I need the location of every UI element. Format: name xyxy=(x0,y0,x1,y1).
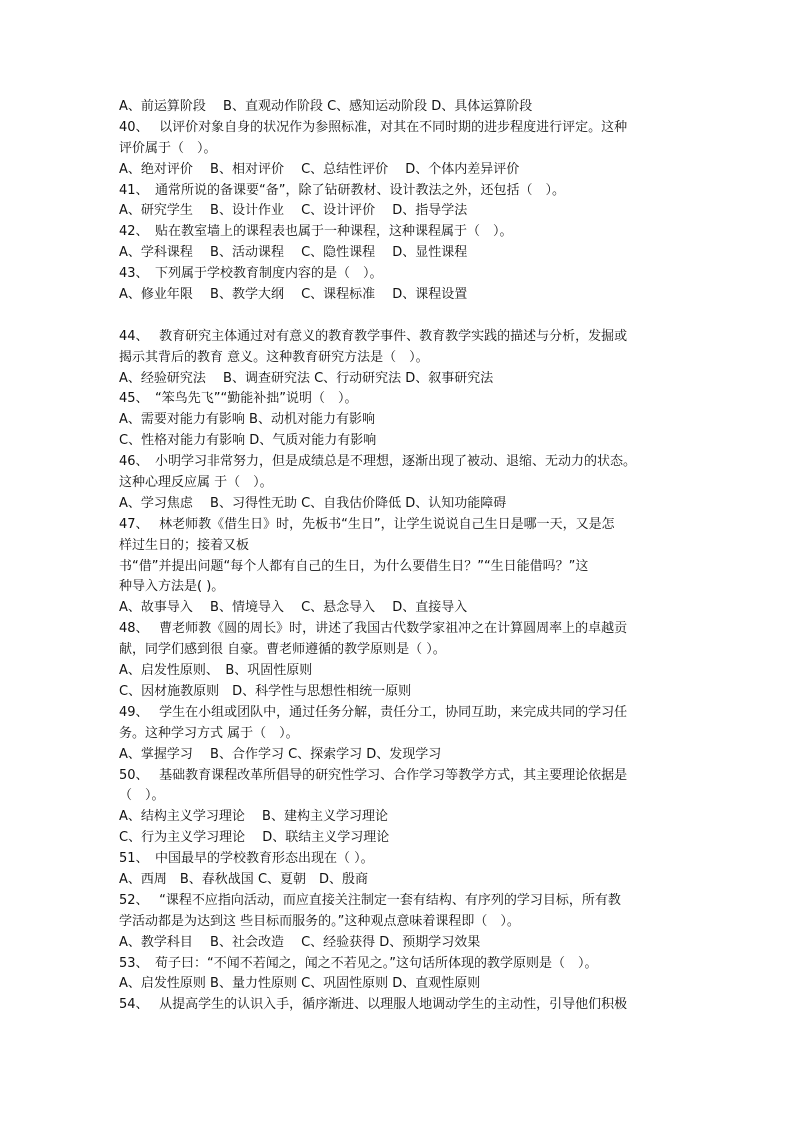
text-line: 书“借”并提出问题“每个人都有自己的生日，为什么要借生日？”“生日能借吗？”这 xyxy=(119,558,589,574)
text-line: A、研究学生 B、设计作业 C、设计评价 D、指导学法 xyxy=(119,203,468,219)
text-line: C、因材施教原则 D、科学性与思想性相统一原则 xyxy=(119,683,412,699)
text-line: 46、 小明学习非常努力，但是成绩总是不理想，逐渐出现了被动、退缩、无动力的状态。 xyxy=(119,454,637,470)
text-line: A、绝对评价 B、相对评价 C、总结性评价 D、个体内差异评价 xyxy=(119,161,520,177)
text-line: 43、 下列属于学校教育制度内容的是（ ）。 xyxy=(119,266,383,282)
text-line: A、学习焦虑 B、习得性无助 C、自我估价降低 D、认知功能障碍 xyxy=(119,495,507,511)
text-line: 评价属于（ ）。 xyxy=(119,140,217,156)
text-line: 47、 林老师教《借生日》时，先板书“生日”，让学生说说自己生日是哪一天，又是怎 xyxy=(119,516,615,532)
text-line: A、修业年限 B、教学大纲 C、课程标准 D、课程设置 xyxy=(119,287,468,303)
text-line: 献，同学们感到很 自豪。曹老师遵循的教学原则是（ ）。 xyxy=(119,642,446,658)
text-line: 这种心理反应属 于（ ）。 xyxy=(119,475,273,491)
text-line: 揭示其背后的教育 意义。这种教育研究方法是（ ）。 xyxy=(119,349,429,365)
text-line: C、性格对能力有影响 D、气质对能力有影响 xyxy=(119,433,377,449)
text-line: A、结构主义学习理论 B、建构主义学习理论 xyxy=(119,809,388,825)
text-line: A、前运算阶段 B、直观动作阶段 C、感知运动阶段 D、具体运算阶段 xyxy=(119,99,533,114)
text-line: A、教学科目 B、社会改造 C、经验获得 D、预期学习效果 xyxy=(119,934,481,950)
text-line: 务。这种学习方式 属于（ ）。 xyxy=(119,725,299,741)
document-body xyxy=(119,97,679,1016)
text-line: 53、 荀子曰：“不闻不若闻之，闻之不若见之。”这句话所体现的教学原则是（ ）。 xyxy=(119,955,598,971)
text-line: 45、 “笨鸟先飞”“勤能补拙”说明（ ）。 xyxy=(119,391,358,407)
text-line: 54、 从提高学生的认识入手，循序渐进、以理服人地调动学生的主动性，引导他们积极 xyxy=(119,997,628,1013)
text-line: 学活动都是为达到这 些目标而服务的。”这种观点意味着课程即（ ）。 xyxy=(119,913,520,929)
text-line: 50、 基础教育课程改革所倡导的研究性学习、合作学习等教学方式，其主要理论依据是 xyxy=(119,767,628,783)
text-line: A、需要对能力有影响 B、动机对能力有影响 xyxy=(119,412,375,428)
text-line: （ ）。 xyxy=(119,788,165,804)
text-line: 41、 通常所说的备课要“备”，除了钻研教材、设计教法之外，还包括（ ）。 xyxy=(119,182,566,198)
text-line: A、西周 B、春秋战国 C、夏朝 D、殷商 xyxy=(119,871,369,887)
text-line: A、经验研究法 B、调查研究法 C、行动研究法 D、叙事研究法 xyxy=(119,370,494,386)
text-line: 49、 学生在小组或团队中，通过任务分解，责任分工，协同互助，来完成共同的学习任 xyxy=(119,704,628,720)
text-line: A、启发性原则、 B、巩固性原则 xyxy=(119,663,313,679)
blank-line xyxy=(119,306,679,327)
text-line: 52、 “课程不应指向活动，而应直接关注制定一套有结构、有序列的学习目标，所有教 xyxy=(119,892,621,908)
text-line: 42、 贴在教室墙上的课程表也属于一种课程，这种课程属于（ ）。 xyxy=(119,224,513,240)
text-line: C、行为主义学习理论 D、联结主义学习理论 xyxy=(119,830,390,846)
text-line: 48、 曹老师教《圆的周长》时，讲述了我国古代数学家祖冲之在计算圆周率上的卓越贡 xyxy=(119,621,628,637)
text-line: A、掌握学习 B、合作学习 C、探索学习 D、发现学习 xyxy=(119,746,442,762)
text-line: 51、 中国最早的学校教育形态出现在（ ）。 xyxy=(119,851,374,867)
text-line: 44、 教育研究主体通过对有意义的教育教学事件、教育教学实践的描述与分析，发掘或 xyxy=(119,328,628,344)
text-line: 种导入方法是( )。 xyxy=(119,579,225,595)
text-line: 样过生日的；接着又板 xyxy=(119,537,250,553)
text-line: A、启发性原则 B、量力性原则 C、巩固性原则 D、直观性原则 xyxy=(119,976,481,992)
text-line: A、故事导入 B、情境导入 C、悬念导入 D、直接导入 xyxy=(119,600,468,616)
text-line: 40、 以评价对象自身的状况作为参照标准，对其在不同时期的进步程度进行评定。这种 xyxy=(119,119,628,135)
text-line: A、学科课程 B、活动课程 C、隐性课程 D、显性课程 xyxy=(119,245,468,261)
